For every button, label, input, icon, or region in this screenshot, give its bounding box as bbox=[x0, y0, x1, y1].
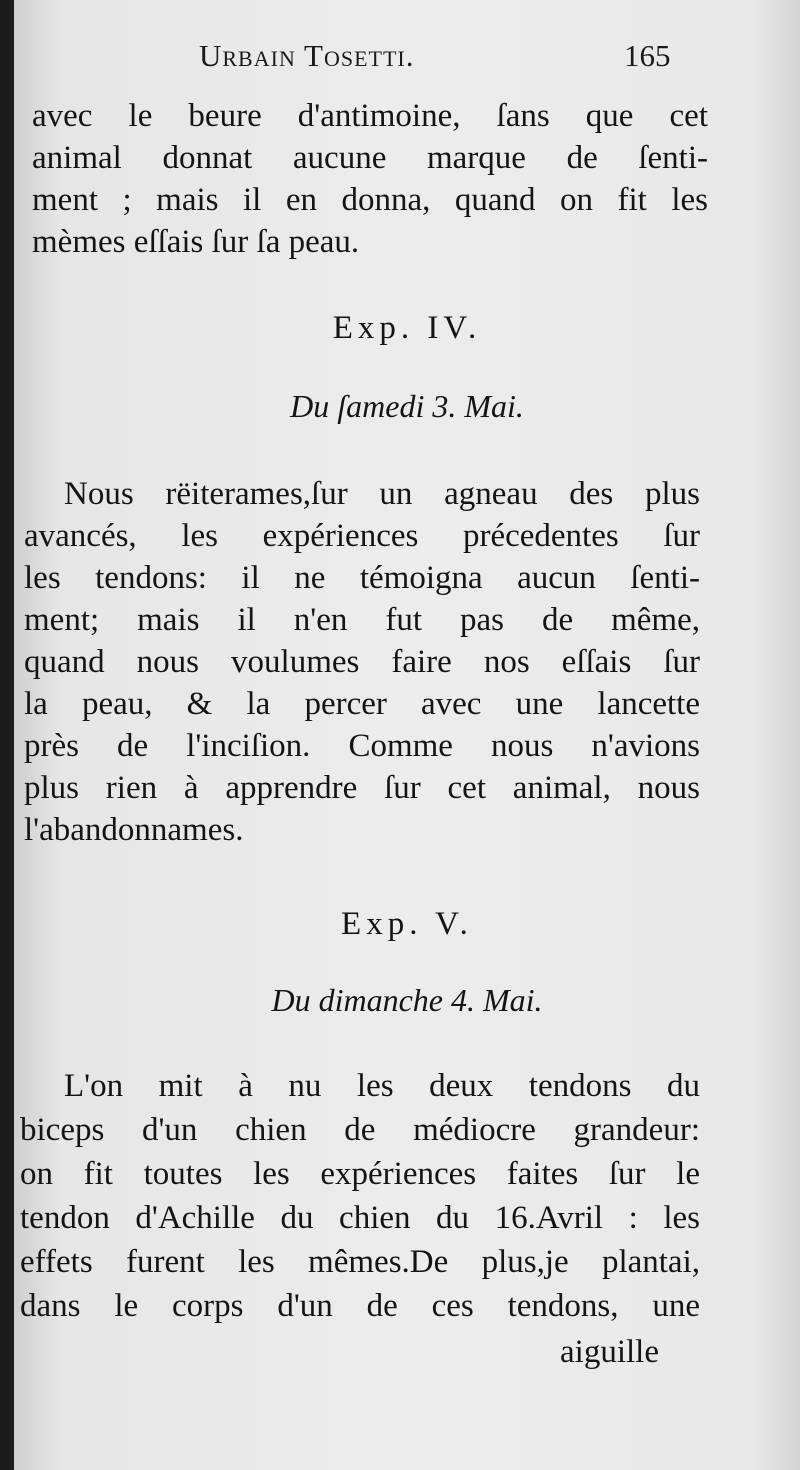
text-line: Nous rëiterames,ſur un agneau des plus bbox=[64, 476, 700, 512]
text-line: avancés, les expériences précedentes ſur bbox=[24, 518, 700, 554]
text-line: dans le corps d'un de ces tendons, une bbox=[20, 1288, 700, 1324]
book-page bbox=[14, 0, 800, 1470]
text-line: avec le beure d'antimoine, ſans que cet bbox=[32, 98, 708, 134]
text-line: près de l'inciſion. Comme nous n'avions bbox=[24, 728, 700, 764]
text-line: plus rien à apprendre ſur cet animal, nous bbox=[24, 770, 700, 806]
experiment-date-iv: Du ſamedi 3. Mai. bbox=[290, 388, 524, 424]
text-line: mèmes eſſais ſur ſa peau. bbox=[32, 224, 360, 260]
text-line: l'abandonnames. bbox=[24, 812, 244, 848]
text-line: on fit toutes les expériences faites ſur le bbox=[20, 1156, 700, 1192]
experiment-heading-iv: Exp. IV. bbox=[332, 310, 482, 346]
page-number: 165 bbox=[624, 38, 671, 73]
text-line: tendon d'Achille du chien du 16.Avril : les bbox=[20, 1200, 700, 1236]
text-line: quand nous voulumes faire nos eſſais ſur bbox=[24, 644, 700, 680]
text-line: la peau, & la percer avec une lancette bbox=[24, 686, 700, 722]
running-title: Urbain Tosetti. bbox=[199, 38, 415, 73]
catchword: aiguille bbox=[560, 1334, 659, 1370]
page-header bbox=[14, 38, 800, 88]
text-line: effets furent les mêmes.De plus,je plantai, bbox=[20, 1244, 700, 1280]
text-line: L'on mit à nu les deux tendons du bbox=[64, 1068, 700, 1104]
text-line: ment; mais il n'en fut pas de même, bbox=[24, 602, 700, 638]
text-line: animal donnat aucune marque de ſenti- bbox=[32, 140, 708, 176]
text-line: biceps d'un chien de médiocre grandeur: bbox=[20, 1112, 700, 1148]
experiment-heading-v: Exp. V. bbox=[341, 906, 473, 942]
text-line: les tendons: il ne témoigna aucun ſenti- bbox=[24, 560, 700, 596]
experiment-date-v: Du dimanche 4. Mai. bbox=[271, 982, 543, 1018]
text-line: ment ; mais il en donna, quand on fit les bbox=[32, 182, 708, 218]
